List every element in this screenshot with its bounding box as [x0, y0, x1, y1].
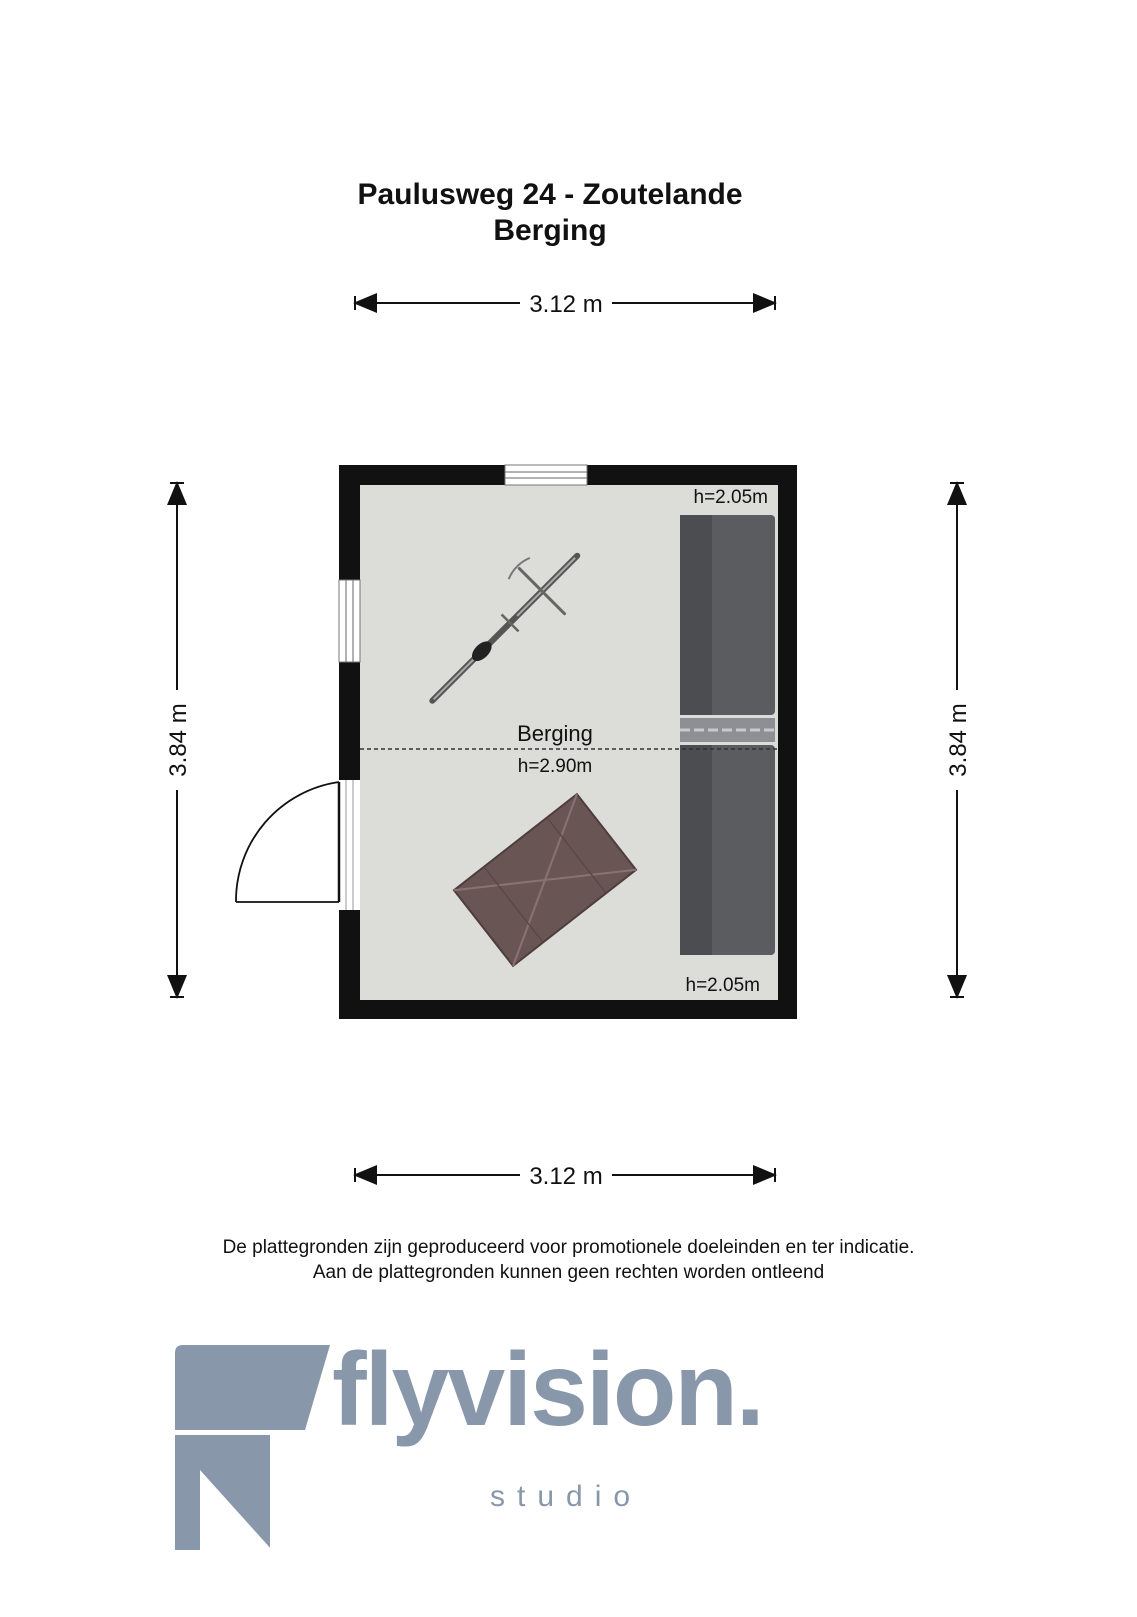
disclaimer-line-2: Aan de plattegronden kunnen geen rechten worden ontleend	[312, 1262, 825, 1283]
storage-cabinets	[680, 515, 775, 955]
bottom-dimension	[355, 1163, 775, 1190]
slope-height-bottom: h=2.05m	[685, 975, 760, 996]
brand-wordmark: flyvision.	[332, 1332, 763, 1448]
page-title: Paulusweg 24 - Zoutelande	[357, 178, 743, 211]
door	[236, 780, 360, 910]
brand-subtitle: studio	[490, 1480, 643, 1513]
room-name: Berging	[517, 721, 593, 746]
floor-name: Berging	[493, 214, 607, 247]
right-dimension	[945, 483, 972, 997]
left-dimension	[165, 483, 192, 997]
top-width-label: 3.12 m	[529, 291, 603, 318]
top-dimension	[355, 291, 775, 318]
bottom-width-label: 3.12 m	[529, 1163, 603, 1190]
room-height: h=2.90m	[517, 756, 593, 777]
slope-height-top: h=2.05m	[693, 487, 768, 508]
left-window	[339, 580, 360, 662]
disclaimer-line-1: De plattegronden zijn geproduceerd voor promotionele doeleinden en ter indicatie.	[222, 1237, 915, 1258]
left-depth-label: 3.84 m	[165, 703, 192, 777]
top-window	[505, 465, 587, 485]
right-depth-label: 3.84 m	[945, 703, 972, 777]
